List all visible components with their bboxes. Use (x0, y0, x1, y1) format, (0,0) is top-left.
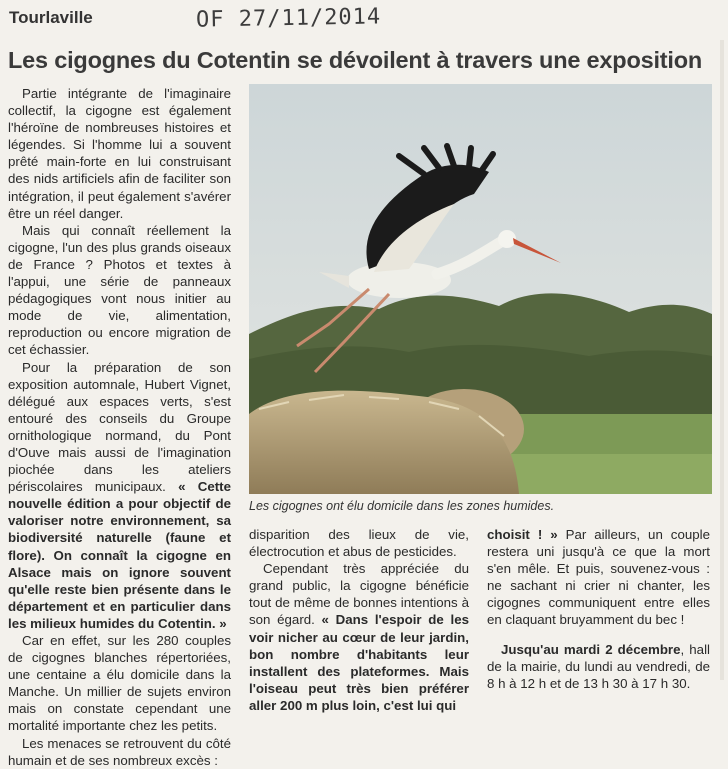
paragraph: Les menaces se retrouvent du côté humain et de ses nombreux excès : (8, 735, 231, 768)
paragraph: disparition des lieux de vie, électrocution et abus de pesticides. (249, 527, 469, 560)
paragraph (8, 359, 231, 633)
scan-edge (720, 40, 724, 680)
location-kicker: Tourlaville (9, 8, 93, 27)
paragraph: Car en effet, sur les 280 couples de cigognes blanches répertoriées, une centaine a élu domicile dans la Manche. Un millier de sujets environ mais on constate cependant une mortalité importante chez les petits. (8, 633, 231, 734)
event-date: Jusqu'au mardi 2 décembre (501, 641, 681, 657)
paragraph: Partie intégrante de l'imaginaire collectif, la cigogne est également l'héroïne de nombreuses histoires et légendes. Si l'homme lui a souvent prêté main-forte en lui construisant des nids artificiels afin de faciliter son intégration, il peut également s'avérer être un réel danger. (8, 86, 231, 221)
article-column-2 (249, 526, 469, 714)
photo-caption: Les cigognes ont élu domicile dans les zones humides. (249, 499, 555, 513)
paragraph (249, 560, 469, 714)
quote-bold: « Cette nouvelle édition a pour objectif de valoriser notre environnement, sa biodiversité naturelle (faune et flore). On connaît la cigogne en Alsace mais on ignore souvent qu'elle reste bien présente dans le département et en particulier dans les milieux humides du Cotentin. » (8, 479, 231, 631)
paragraph (487, 526, 710, 629)
stork-photo (249, 84, 712, 494)
paragraph-text: Par ailleurs, un couple restera uni jusqu'à ce que la mort s'en mêle. Et puis, souvenez-vous : ne sachant ni crier ni chanter, les cigognes communiquent entre elles en claquant bruyamment du bec ! (487, 527, 710, 628)
quote-bold: « Dans l'espoir de les voir nicher au cœur de leur jardin, bon nombre d'habitants leur installent des plateformes. Mais l'oiseau peut très bien préférer aller 200 m plus loin, c'est lui qui (249, 612, 470, 713)
event-info (487, 641, 710, 692)
quote-bold: choisit ! » (487, 527, 558, 542)
stork-in-flight-image (249, 84, 712, 494)
article-headline: Les cigognes du Cotentin se dévoilent à travers une exposition (8, 47, 703, 73)
paragraph: Mais qui connaît réellement la cigogne, l'un des plus grands oiseaux de France ? Photos et textes à l'appui, une série de panneaux pédagogiques vont nous initier au mode de vie, alimentation, reproduction ou encore migration de cet échassier. (8, 222, 231, 358)
event-details: , hall de la mairie, du lundi au vendredi, de 8 h à 12 h et de 13 h 30 à 17 h 30. (487, 641, 710, 691)
paragraph-text: Pour la préparation de son exposition automnale, Hubert Vignet, délégué aux espaces verts, s'est entouré des conseils du Groupe ornithologique normand, du Pont d'Ouve mais aussi de l'imagination piochée dans les ateliers périscolaires municipaux. (8, 359, 231, 495)
article-column-1 (8, 85, 231, 769)
article-column-3 (487, 526, 710, 692)
paragraph-text: Cependant très appréciée du grand public, la cigogne bénéficie tout de même de bonnes intentions à son égard. (249, 561, 469, 628)
handwritten-date-note: OF 27/11/2014 (195, 4, 382, 33)
